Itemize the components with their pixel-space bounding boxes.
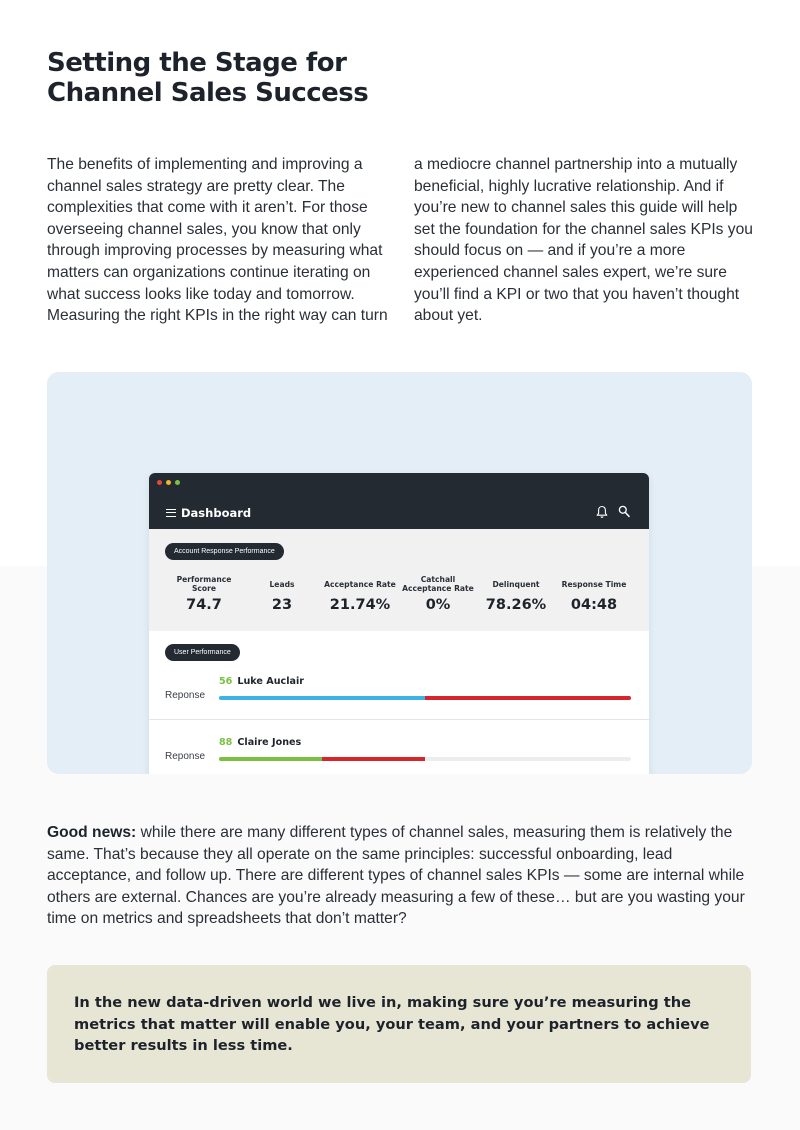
window-controls <box>157 480 180 485</box>
dashboard-title-label: Dashboard <box>181 506 252 520</box>
bar-segment <box>219 757 322 761</box>
kpi-label: Performance Score <box>176 575 232 593</box>
page-title: Setting the Stage for Channel Sales Success <box>47 48 369 108</box>
callout-box <box>47 965 751 1083</box>
search-icon[interactable] <box>618 505 630 518</box>
section-pill-account: Account Response Performance <box>165 543 284 560</box>
bar-segment <box>219 696 425 700</box>
kpi-row <box>165 573 633 613</box>
dashboard-title <box>166 506 251 520</box>
account-performance-panel <box>149 529 649 631</box>
user-score: 88 <box>219 737 233 748</box>
user-row <box>165 737 631 767</box>
kpi-value: 23 <box>271 597 293 613</box>
user-row <box>165 676 631 706</box>
user-name <box>219 676 304 687</box>
kpi-delinquent <box>477 573 555 613</box>
kpi-label: Catchall Acceptance Rate <box>402 575 474 593</box>
kpi-acceptance-rate <box>321 573 399 613</box>
kpi-performance-score <box>165 573 243 613</box>
good-news-lead: Good news: <box>47 824 137 841</box>
bell-icon[interactable] <box>596 505 608 519</box>
response-bar <box>219 757 631 761</box>
user-score: 56 <box>219 676 233 687</box>
kpi-label: Acceptance Rate <box>324 579 396 589</box>
user-name <box>219 737 301 748</box>
dashboard-window <box>149 473 649 774</box>
bar-segment <box>322 757 425 761</box>
row-divider <box>149 719 649 720</box>
menu-icon[interactable] <box>166 509 176 517</box>
kpi-value: 21.74% <box>329 597 391 613</box>
kpi-label: Delinquent <box>492 579 540 589</box>
maximize-dot <box>175 480 180 485</box>
user-name-label: Luke Auclair <box>237 676 304 687</box>
kpi-label: Leads <box>269 579 295 589</box>
intro-paragraph: The benefits of implementing and improving a channel sales strategy are pretty clear. The complexities that come with it aren’t. For those overseeing channel sales, you know that only through improving processes by measuring what matters can organizations continue iterating on what success looks like today and tomorrow. Measuring the right KPIs in the right way can turn a mediocre channel partnership into a mutually beneficial, highly lucrative relationship. And if you’re new to channel sales this guide will help set the foundation for the channel sales KPIs you should focus on — and if you’re a more experienced channel sales expert, we’re sure you’ll find a KPI or two that you haven’t thought about yet. <box>47 156 753 325</box>
section-pill-user: User Performance <box>165 644 240 661</box>
callout-text: In the new data-driven world we live in, making sure you’re measuring the metrics that matter will enable you, your team, and your partners to achieve better results in less time. <box>74 994 710 1055</box>
kpi-value: 74.7 <box>186 597 222 613</box>
response-bar <box>219 696 631 700</box>
kpi-catchall-acceptance-rate <box>399 573 477 613</box>
dashboard-illustration <box>47 372 752 774</box>
kpi-value: 78.26% <box>485 597 547 613</box>
good-news-paragraph <box>47 822 747 930</box>
kpi-leads <box>243 573 321 613</box>
minimize-dot <box>166 480 171 485</box>
kpi-value: 0% <box>425 597 451 613</box>
bar-segment <box>425 696 631 700</box>
good-news-body: while there are many different types of channel sales, measuring them is relatively the same. That’s because they all operate on the same principles: successful onboarding, lead acceptance, and follow up. There are different types of channel sales KPIs — some are internal while others are external. Chances are you’re already measuring a few of these… but are you wasting your time on metrics and spreadsheets that don’t matter? <box>47 824 745 928</box>
user-name-label: Claire Jones <box>237 737 302 748</box>
close-dot <box>157 480 162 485</box>
user-metric-label: Reponse <box>165 690 206 701</box>
kpi-label: Response Time <box>561 579 627 589</box>
dashboard-header <box>149 473 649 529</box>
user-metric-label: Reponse <box>165 751 206 762</box>
kpi-value: 04:48 <box>570 597 618 613</box>
kpi-response-time <box>555 573 633 613</box>
